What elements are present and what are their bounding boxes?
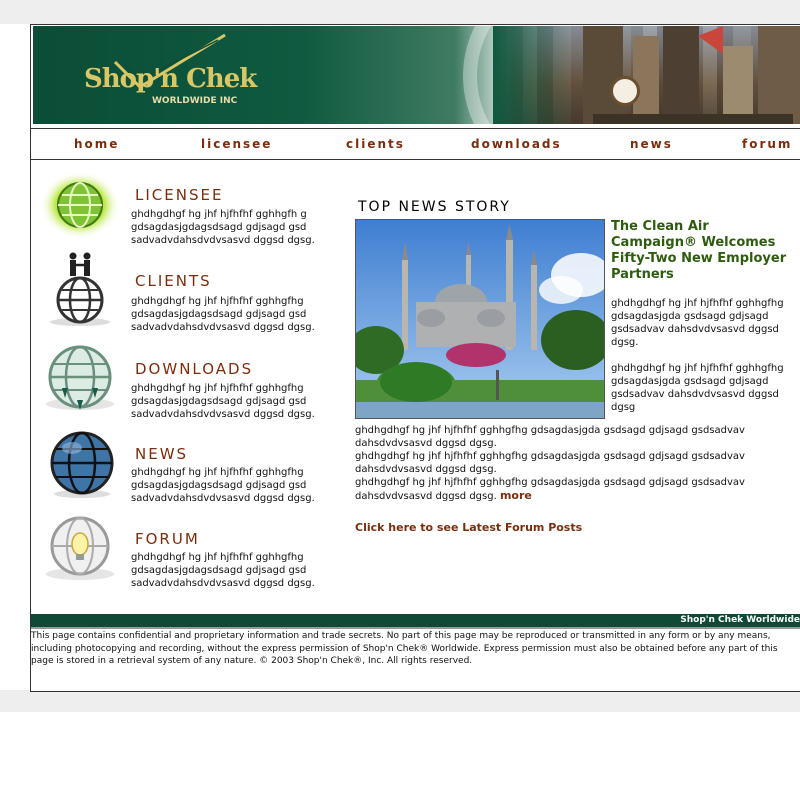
category-text-forum: ghdhgdhgf hg jhf hjfhfhf gghhgfhg gdsagdasjgdagsdsagd gdjsagd gsd sadvadvdahsdvdvsasvd dggsd dgsg. xyxy=(131,552,315,589)
news-paragraph-last xyxy=(355,476,800,503)
globe-glow-icon[interactable] xyxy=(40,170,122,240)
globe-lightbulb-icon[interactable] xyxy=(40,516,122,582)
news-headline[interactable]: The Clean Air Campaign® Welcomes Fifty-Two New Employer Partners xyxy=(611,219,787,282)
category-title-clients[interactable]: CLIENTS xyxy=(135,272,212,290)
category-text-licensee: ghdhgdhgf hg jhf hjfhfhf gghhgfh g gdsagdasjgdagsdsagd gdjsagd gsd sadvadvdahsdvdvsasvd dggsd dgsg. xyxy=(131,209,315,246)
category-title-licensee[interactable]: LICENSEE xyxy=(135,186,224,204)
category-text-news: ghdhgdhgf hg jhf hjfhfhf gghhgfhg gdsagdasjgdagsdsagd gdjsagd gsd sadvadvdahsdvdvsasvd dggsd dgsg. xyxy=(131,467,315,504)
footer-bar-text: Shop'n Chek Worldwide xyxy=(680,615,800,625)
nav-clients[interactable]: clients xyxy=(346,137,405,151)
globe-blue-icon[interactable] xyxy=(40,430,122,500)
nav-licensee[interactable]: licensee xyxy=(201,137,273,151)
nav-downloads[interactable]: downloads xyxy=(471,137,562,151)
category-title-forum[interactable]: FORUM xyxy=(135,530,200,548)
news-paragraph-text: ghdhgdhgf hg jhf hjfhfhf gghhgfhg gdsagdasjgda gsdsagd gdjsagd gsdsadvav dahsdvdvsasvd dggsd dgsg. xyxy=(355,477,745,502)
more-link[interactable]: more xyxy=(499,489,532,502)
clock-icon xyxy=(610,76,640,106)
news-paragraph: ghdhgdhgf hg jhf hjfhfhf gghhgfhg gdsagdasjgda gsdsagd gdjsagd gsdsadvav dahsdvdvsasvd dggsd dgsg xyxy=(611,363,784,413)
category-text-clients: ghdhgdhgf hg jhf hjfhfhf gghhgfhg gdsagdasjgdagsdsagd gdjsagd gsd sadvadvdahsdvdvsasvd dggsd dgsg. xyxy=(131,296,315,333)
forum-posts-link[interactable]: Click here to see Latest Forum Posts xyxy=(355,521,583,534)
banner-photo-scene xyxy=(493,26,800,124)
globe-handshake-icon[interactable] xyxy=(40,250,122,328)
main-nav xyxy=(31,128,800,160)
footer-legal-text: This page contains confidential and proprietary information and trade secrets. No part of this page may be reproduced or transmitted in any form or by any means, including photocopying and recording, without the express permission of Shop'n Chek® Worldwide. Express permission must also be obtained before any part of this page is stored in a retrieval system of any nature. © 2003 Shop'n Chek®, Inc. All rights reserved. xyxy=(31,631,778,666)
news-photo[interactable] xyxy=(355,219,605,419)
mosque-photo-image xyxy=(356,220,604,418)
nav-news[interactable]: news xyxy=(630,137,673,151)
logo-subtitle: WORLDWIDE INC xyxy=(152,96,238,106)
background-stripe xyxy=(0,0,800,24)
nav-forum[interactable]: forum xyxy=(742,137,793,151)
banner-city-photo xyxy=(493,26,800,124)
nav-home[interactable]: home xyxy=(74,137,120,151)
top-news-title: TOP NEWS STORY xyxy=(358,199,511,215)
background-stripe xyxy=(0,690,800,712)
category-text-downloads: ghdhgdhgf hg jhf hjfhfhf gghhgfhg gdsagdasjgdagsdsagd gdjsagd gsd sadvadvdahsdvdvsasvd dggsd dgsg. xyxy=(131,383,315,420)
globe-download-icon[interactable] xyxy=(40,344,122,414)
news-paragraph: ghdhgdhgf hg jhf hjfhfhf gghhgfhg gdsagdasjgda gsdsagd gdjsagd gsdsadvav dahsdvdvsasvd dggsd dgsg. xyxy=(355,451,745,475)
news-paragraph: ghdhgdhgf hg jhf hjfhfhf gghhgfhg gdsagdasjgda gsdsagd gdjsagd gsdsadvav dahsdvdvsasvd dggsd dgsg. xyxy=(611,298,784,348)
logo-wordmark: Shop'n Chek xyxy=(84,64,257,94)
category-title-downloads[interactable]: DOWNLOADS xyxy=(135,360,254,378)
footer-bar xyxy=(31,614,800,629)
news-paragraph: ghdhgdhgf hg jhf hjfhfhf gghhgfhg gdsagdasjgda gsdsagd gdjsagd gsdsadvav dahsdvdvsasvd dggsd dgsg. xyxy=(355,425,745,449)
category-title-news[interactable]: NEWS xyxy=(135,445,189,463)
